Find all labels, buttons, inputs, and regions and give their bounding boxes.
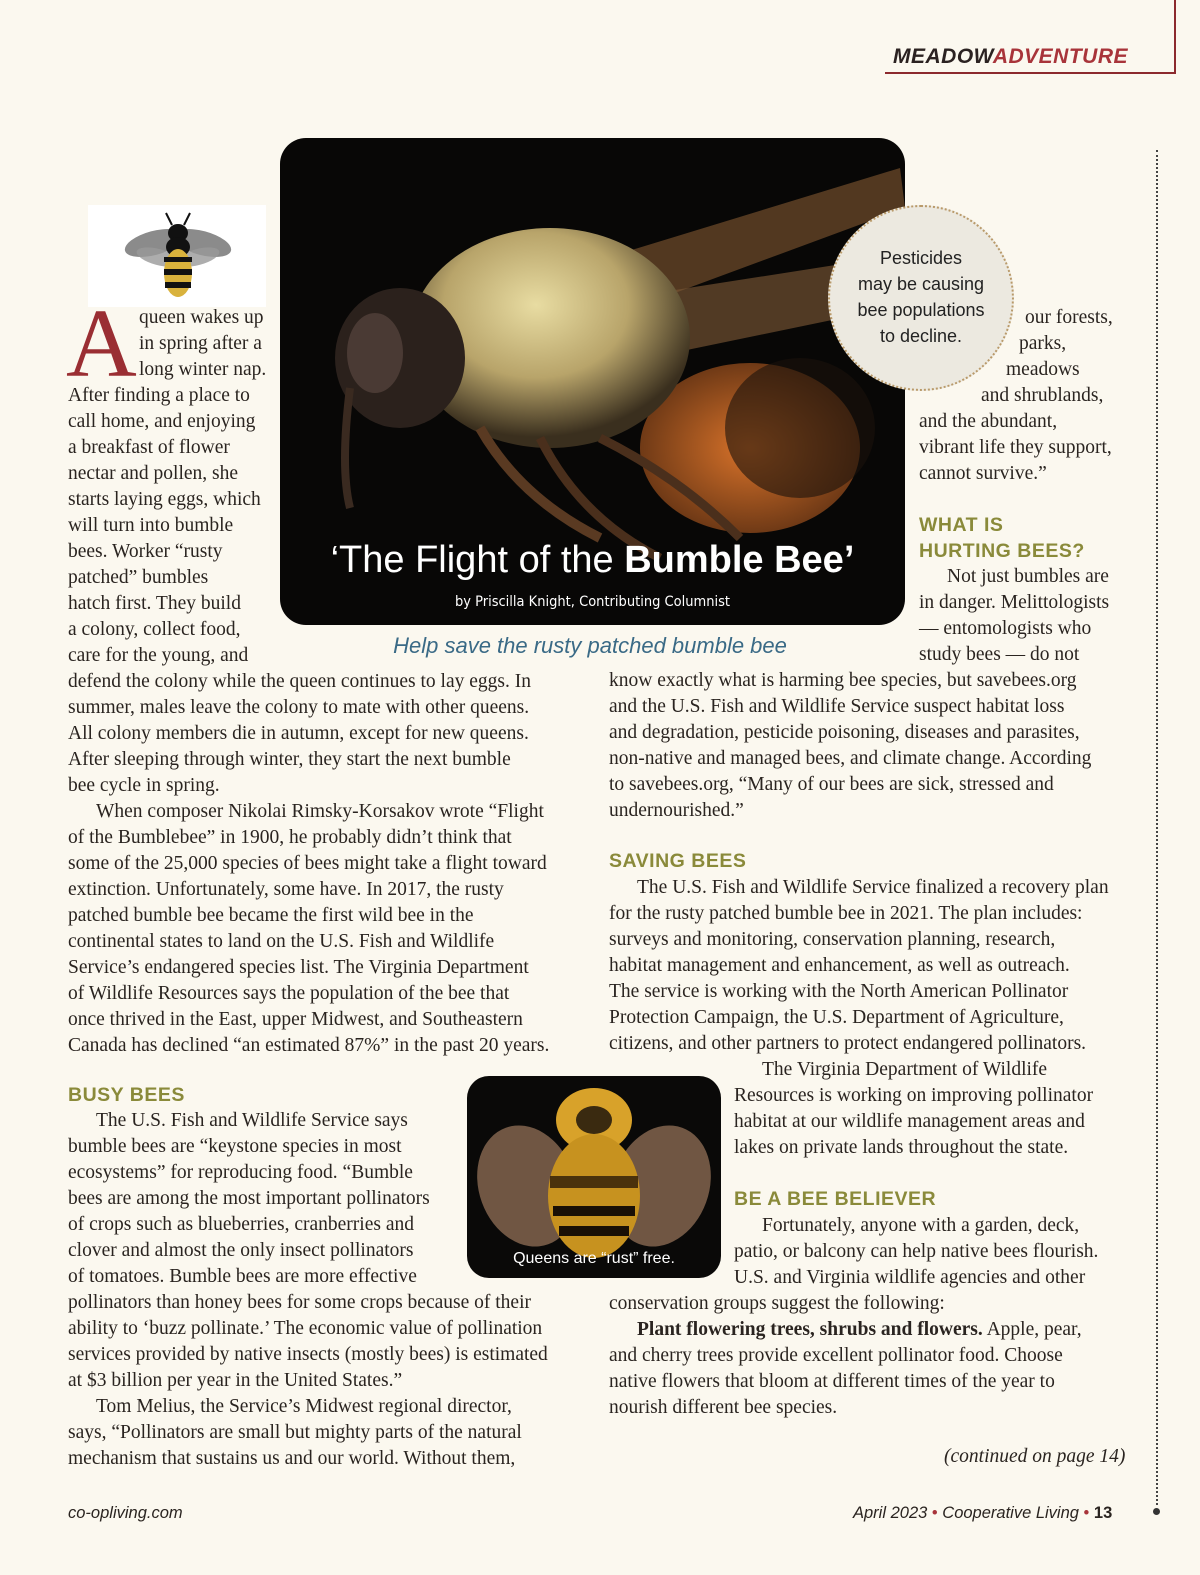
text-line: Resources is working on improving pollinator <box>734 1085 1094 1106</box>
text-line: continental states to land on the U.S. Fish and Wildlife <box>68 931 495 952</box>
text-line: for the rusty patched bumble bee in 2021. The plan includes: <box>609 903 1083 924</box>
text-line: habitat management and enhancement, as well as outreach. <box>609 955 1070 976</box>
header-rule <box>885 72 1175 74</box>
believer-wrap <box>734 1213 1098 1291</box>
text-line: vibrant life they support, <box>919 437 1112 458</box>
text-line: will turn into bumble <box>68 515 234 536</box>
text-line: extinction. Unfortunately, some have. In 2017, the rusty <box>68 879 504 900</box>
text-line: patched” bumbles <box>68 567 209 588</box>
text-line: After sleeping through winter, they start the next bumble <box>68 749 511 770</box>
pull-quote-line: may be causing <box>857 274 985 294</box>
text-line: When composer Nikolai Rimsky-Korsakov wrote “Flight <box>96 801 544 822</box>
intro-wrap-b <box>68 383 549 1059</box>
title-bold: Bumble Bee’ <box>624 539 855 581</box>
text-line: ability to ‘buzz pollinate.’ The economic value of pollination <box>68 1318 543 1339</box>
text-line: Canada has declined “an estimated 87%” in the past 20 years. <box>68 1035 550 1056</box>
text-line: and the U.S. Fish and Wildlife Service suspect habitat loss <box>609 696 1065 717</box>
page-number: 13 <box>1093 1504 1113 1522</box>
text-line: of Wildlife Resources says the population of the bee that <box>68 983 510 1004</box>
header-word-1: MEADOW <box>893 45 993 68</box>
text-line: hatch first. They build <box>68 593 241 614</box>
footer-separator: • <box>931 1504 938 1522</box>
pull-quote-line: Pesticides <box>879 248 963 268</box>
footer-issue-date: April 2023 <box>853 1504 928 1522</box>
text-line: at $3 billion per year in the United States.” <box>68 1370 403 1391</box>
image-caption: Queens are “rust” free. <box>513 1250 675 1267</box>
text-line: habitat at our wildlife management areas and <box>734 1111 1085 1132</box>
queen-bee-photo <box>467 1076 721 1278</box>
text-line: The service is working with the North American Pollinator <box>609 981 1069 1002</box>
drop-cap: A <box>66 290 137 398</box>
text-line: non-native and managed bees, and climate change. According <box>609 748 1092 769</box>
text-line: study bees — do not <box>919 644 1080 665</box>
text-line: mechanism that sustains us and our world. Without them, <box>68 1448 516 1469</box>
text-line: call home, and enjoying <box>68 411 256 432</box>
header-vertical-rule <box>1174 0 1176 74</box>
heading-busy-bees: BUSY BEES <box>68 1084 185 1106</box>
text-line: a breakfast of flower <box>68 437 230 458</box>
text-line: long winter nap. <box>139 359 267 380</box>
text-line: surveys and monitoring, conservation planning, research, <box>609 929 1056 950</box>
text-line: bumble bees are “keystone species in most <box>68 1136 402 1157</box>
text-line: The U.S. Fish and Wildlife Service finalized a recovery plan <box>637 877 1109 898</box>
title-light: ‘The Flight of the <box>330 539 625 581</box>
saving-body <box>609 875 1109 1057</box>
text-line: After finding a place to <box>68 385 250 406</box>
text-line: Not just bumbles are <box>947 566 1109 587</box>
header-word-2: ADVENTURE <box>992 45 1129 68</box>
text-line: services provided by native insects (mostly bees) is estimated <box>68 1344 548 1365</box>
text-line: U.S. and Virginia wildlife agencies and other <box>734 1267 1086 1288</box>
heading-what-is-hurting-bees <box>919 512 1085 564</box>
text-line: a colony, collect food, <box>68 619 241 640</box>
text-line: meadows <box>1006 359 1080 380</box>
text-line: nourish different bee species. <box>609 1397 838 1418</box>
text-line: ecosystems” for reproducing food. “Bumble <box>68 1162 413 1183</box>
text-line: Fortunately, anyone with a garden, deck, <box>762 1215 1080 1236</box>
text-line: Protection Campaign, the U.S. Department of Agriculture, <box>609 1007 1064 1028</box>
byline: by Priscilla Knight, Contributing Columnist <box>454 594 731 610</box>
dotted-margin-rule <box>1156 150 1158 1505</box>
pull-quote-line: to decline. <box>879 326 963 346</box>
text-line: All colony members die in autumn, except for new queens. <box>68 723 529 744</box>
text-line: lakes on private lands throughout the state. <box>734 1137 1069 1158</box>
text-line <box>609 1317 1082 1343</box>
text-line: summer, males leave the colony to mate with other queens. <box>68 697 530 718</box>
text-line: Service’s endangered species list. The Virginia Department <box>68 957 529 978</box>
hurting-narrow <box>919 564 1109 668</box>
text-line: starts laying eggs, which <box>68 489 261 510</box>
footer-separator: • <box>1083 1504 1090 1522</box>
text-line: patched bumble bee became the first wild bee in the <box>68 905 474 926</box>
text-line: queen wakes up <box>139 307 264 328</box>
pull-quote-text <box>840 245 1002 349</box>
text-line: undernourished.” <box>609 800 744 821</box>
text-line: says, “Pollinators are small but mighty parts of the natural <box>68 1422 522 1443</box>
footer-website: co-opliving.com <box>68 1504 183 1522</box>
text-line: bees. Worker “rusty <box>68 541 223 562</box>
text-line: and cherry trees provide excellent pollinator food. Choose <box>609 1345 1063 1366</box>
text-line: and degradation, pesticide poisoning, diseases and parasites, <box>609 722 1080 743</box>
text-line: bees are among the most important pollinators <box>68 1188 430 1209</box>
heading-line: WHAT IS <box>919 514 1004 536</box>
text-line: parks, <box>1019 333 1067 354</box>
section-header <box>893 45 1128 69</box>
text-line: to savebees.org, “Many of our bees are sick, stressed and <box>609 774 1054 795</box>
heading-line: HURTING BEES? <box>919 540 1085 562</box>
text-line: of crops such as blueberries, cranberries and <box>68 1214 414 1235</box>
text-line: patio, or balcony can help native bees flourish. <box>734 1241 1099 1262</box>
text-span: Apple, pear, <box>982 1319 1082 1340</box>
text-line: in danger. Melittologists <box>919 592 1110 613</box>
text-line: of the Bumblebee” in 1900, he probably didn’t think that <box>68 827 512 848</box>
text-line: cannot survive.” <box>919 463 1047 484</box>
heading-saving-bees: SAVING BEES <box>609 850 747 872</box>
heading-be-a-bee-believer: BE A BEE BELIEVER <box>734 1188 937 1210</box>
text-line: of tomatoes. Bumble bees are more effective <box>68 1266 417 1287</box>
text-line: conservation groups suggest the following: <box>609 1293 945 1314</box>
text-line: — entomologists who <box>919 618 1092 639</box>
intro-wrap-a <box>139 305 266 383</box>
text-line: Tom Melius, the Service’s Midwest regional director, <box>96 1396 512 1417</box>
pull-quote-circle <box>828 205 1014 391</box>
text-line: once thrived in the East, upper Midwest, and Southeastern <box>68 1009 523 1030</box>
text-line: citizens, and other partners to protect endangered pollinators. <box>609 1033 1087 1054</box>
bold-lead: Plant flowering trees, shrubs and flowers. <box>637 1319 983 1340</box>
text-line: in spring after a <box>139 333 262 354</box>
footer-issue-info <box>853 1504 1112 1523</box>
text-line: our forests, <box>1025 307 1113 328</box>
article-subtitle: Help save the rusty patched bumble bee <box>393 633 787 658</box>
hurting-full <box>609 668 1091 824</box>
continued-note: (continued on page 14) <box>944 1446 1126 1467</box>
text-line: nectar and pollen, she <box>68 463 239 484</box>
text-line: The Virginia Department of Wildlife <box>762 1059 1048 1080</box>
text-line: The U.S. Fish and Wildlife Service says <box>96 1110 408 1131</box>
text-line: and shrublands, <box>981 385 1104 406</box>
believer-body <box>609 1291 1082 1421</box>
text-line: pollinators than honey bees for some crops because of their <box>68 1292 531 1313</box>
text-line: clover and almost the only insect pollinators <box>68 1240 414 1261</box>
footer-magazine: Cooperative Living <box>942 1504 1079 1522</box>
text-line: bee cycle in spring. <box>68 775 220 796</box>
dotted-rule-end <box>1153 1508 1160 1515</box>
text-line: defend the colony while the queen continues to lay eggs. In <box>68 671 531 692</box>
text-line: native flowers that bloom at different times of the year to <box>609 1371 1055 1392</box>
text-line: and the abundant, <box>919 411 1058 432</box>
text-line: some of the 25,000 species of bees might take a flight toward <box>68 853 547 874</box>
saving-wrap <box>734 1057 1093 1161</box>
pull-quote-line: bee populations <box>857 300 985 320</box>
text-line: know exactly what is harming bee species, but savebees.org <box>609 670 1077 691</box>
text-line: care for the young, and <box>68 645 249 666</box>
